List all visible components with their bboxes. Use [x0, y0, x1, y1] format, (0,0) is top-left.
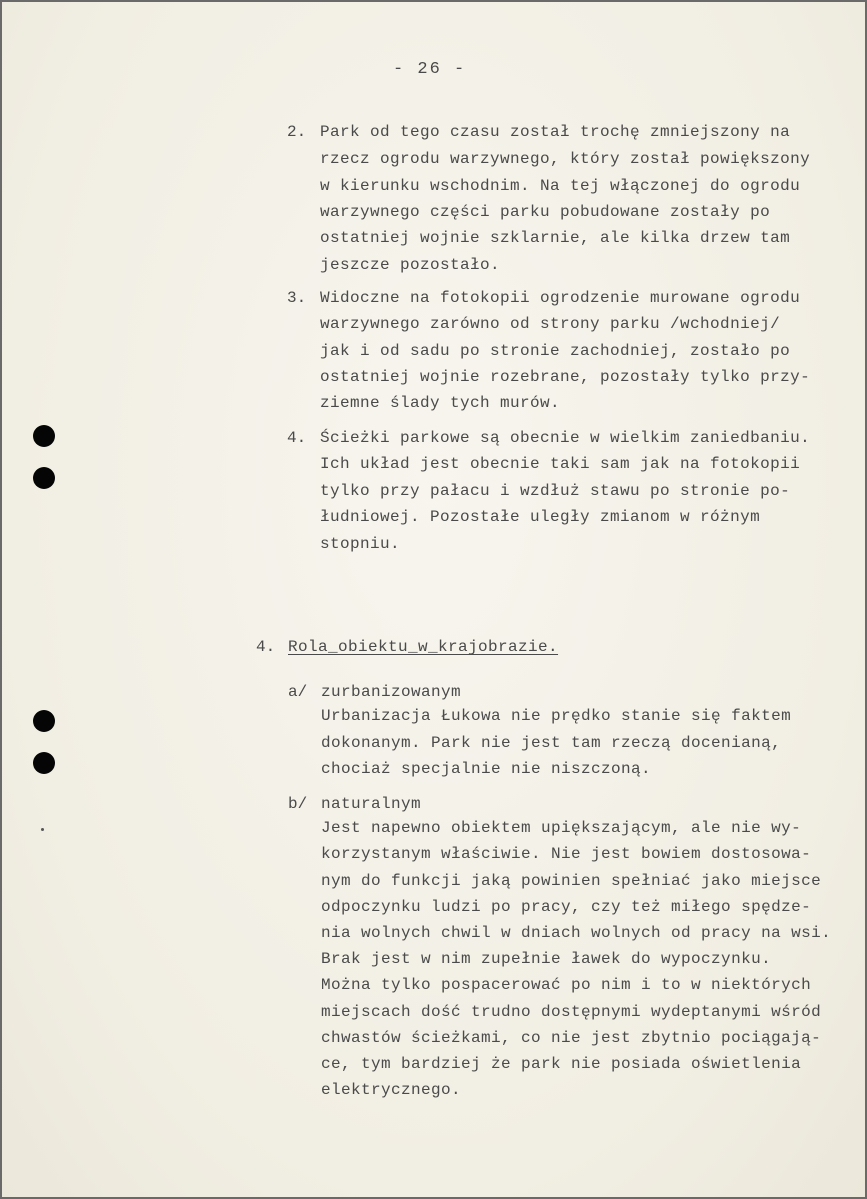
- section-heading: Rola_obiektu_w_krajobrazie.: [288, 638, 559, 656]
- subsection-text-line: nia wolnych chwil w dniach wolnych od pracy na wsi.: [321, 924, 832, 942]
- subsection-text-line: Można tylko pospacerować po nim i to w niektórych: [321, 976, 812, 994]
- subsection-text-line: chwastów ścieżkami, co nie jest zbytnio pociągają-: [321, 1029, 822, 1047]
- subsection-label: b/: [288, 795, 308, 813]
- subsection-text-line: ce, tym bardziej że park nie posiada oświetlenia: [321, 1055, 802, 1073]
- item-text-line: Ich układ jest obecnie taki sam jak na fotokopii: [320, 455, 801, 473]
- punch-hole: [33, 710, 55, 732]
- item-text-line: Ścieżki parkowe są obecnie w wielkim zaniedbaniu.: [320, 429, 811, 447]
- punch-hole: [33, 752, 55, 774]
- item-text-line: łudniowej. Pozostałe uległy zmianom w różnym: [320, 508, 761, 526]
- item-text-line: ostatniej wojnie rozebrane, pozostały tylko przy-: [320, 368, 811, 386]
- page-border-left: [0, 0, 2, 1199]
- item-number: 2.: [287, 123, 307, 141]
- item-text-line: warzywnego zarówno od strony parku /wchodniej/: [320, 315, 781, 333]
- item-text-line: stopniu.: [320, 535, 401, 553]
- item-text-line: jeszcze pozostało.: [320, 256, 501, 274]
- item-text-line: Widoczne na fotokopii ogrodzenie murowane ogrodu: [320, 289, 801, 307]
- subsection-text-line: odpoczynku ludzi po pracy, czy też miłego spędze-: [321, 898, 812, 916]
- subsection-title: naturalnym: [321, 795, 422, 813]
- subsection-text-line: chociaż specjalnie nie niszczoną.: [321, 760, 652, 778]
- item-text-line: jak i od sadu po stronie zachodniej, zostało po: [320, 342, 791, 360]
- item-text-line: ostatniej wojnie szklarnie, ale kilka drzew tam: [320, 229, 791, 247]
- punch-hole: [33, 467, 55, 489]
- page-border-top: [0, 0, 867, 2]
- item-text-line: tylko przy pałacu i wzdłuż stawu po stronie po-: [320, 482, 791, 500]
- subsection-text-line: Brak jest w nim zupełnie ławek do wypoczynku.: [321, 950, 772, 968]
- subsection-text-line: korzystanym właściwie. Nie jest bowiem dostosowa-: [321, 845, 812, 863]
- item-text-line: warzywnego części parku pobudowane zostały po: [320, 203, 771, 221]
- subsection-text-line: dokonanym. Park nie jest tam rzeczą docenianą,: [321, 734, 782, 752]
- subsection-text-line: miejscach dość trudno dostępnymi wydeptanymi wśród: [321, 1003, 822, 1021]
- paper-speck: [41, 828, 44, 831]
- subsection-text-line: Jest napewno obiektem upiększającym, ale nie wy-: [321, 819, 802, 837]
- item-text-line: w kierunku wschodnim. Na tej włączonej do ogrodu: [320, 177, 801, 195]
- item-number: 3.: [287, 289, 307, 307]
- subsection-text-line: elektrycznego.: [321, 1081, 462, 1099]
- punch-hole: [33, 425, 55, 447]
- page-number: - 26 -: [393, 60, 467, 79]
- section-number: 4.: [256, 638, 276, 656]
- subsection-title: zurbanizowanym: [321, 683, 462, 701]
- subsection-text-line: Urbanizacja Łukowa nie prędko stanie się faktem: [321, 707, 792, 725]
- item-number: 4.: [287, 429, 307, 447]
- item-text-line: Park od tego czasu został trochę zmniejszony na: [320, 123, 791, 141]
- subsection-label: a/: [288, 683, 308, 701]
- subsection-text-line: nym do funkcji jaką powinien spełniać jako miejsce: [321, 872, 822, 890]
- item-text-line: ziemne ślady tych murów.: [320, 394, 561, 412]
- item-text-line: rzecz ogrodu warzywnego, który został powiększony: [320, 150, 811, 168]
